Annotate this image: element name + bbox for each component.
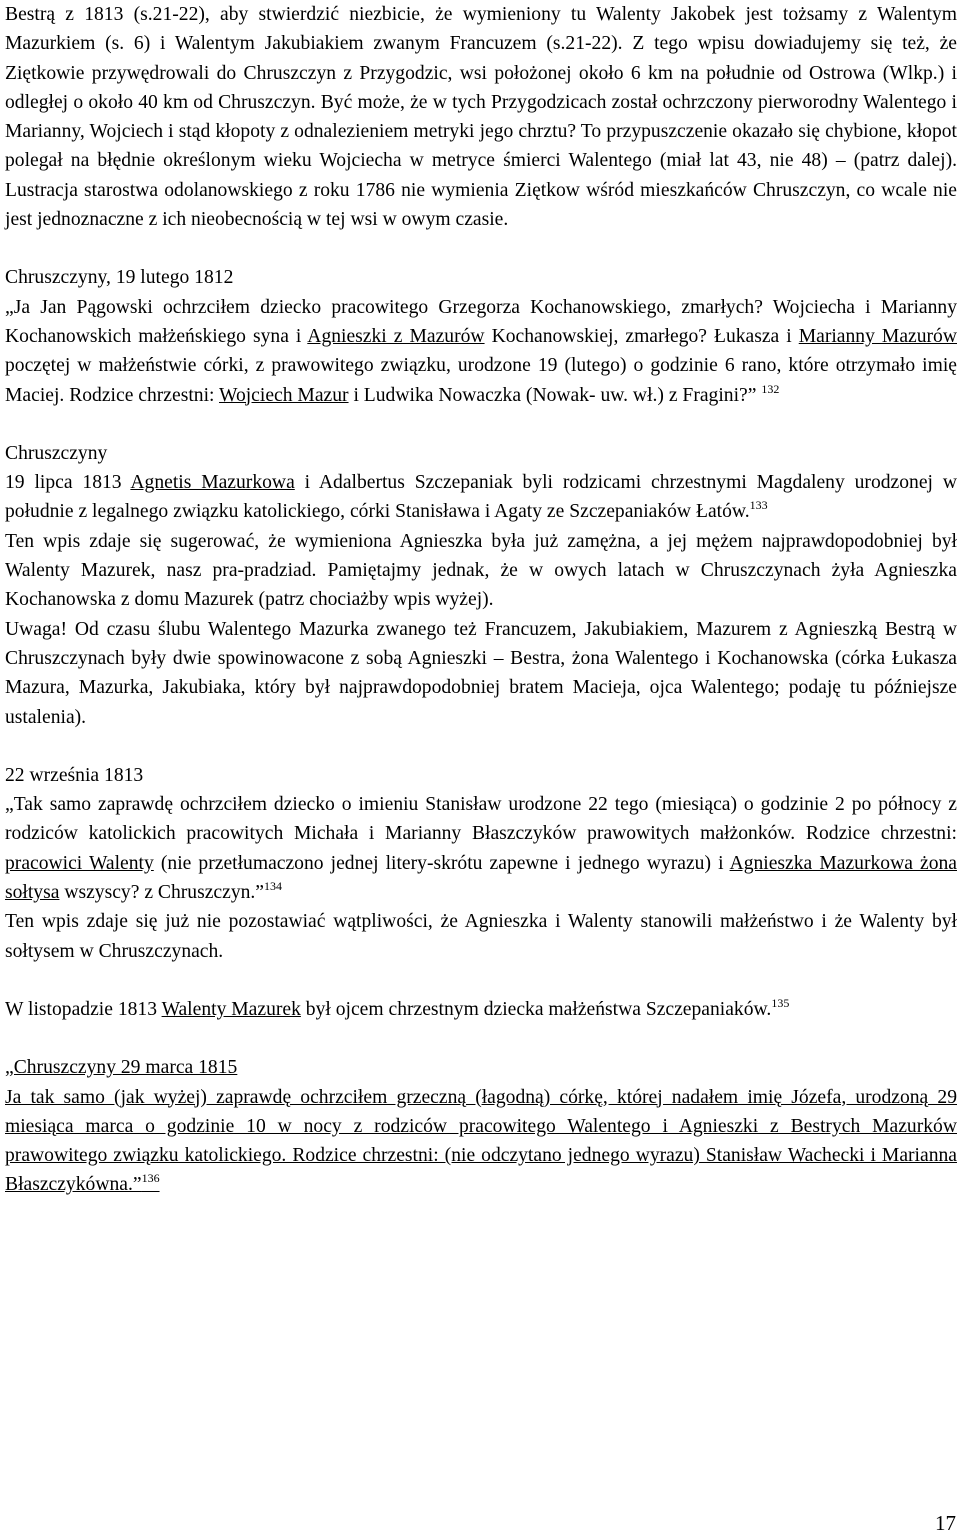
- entry-1812-text-part: Kochanowskiej, zmarłego? Łukasza i: [484, 325, 799, 347]
- entry-1812-text-part: i Ludwika Nowaczka (Nowak- uw. wł.) z Fragini?”: [348, 384, 757, 406]
- entry-1815-text-part: Ja tak samo (jak wyżej) zaprawdę ochrzciłem grzeczną (łagodną) córkę, której nadałem imię Józefa, urodzoną 29 miesiąca marca o godzinie 10 w nocy z rodziców pracowitego Walentego i Agnieszki z Bestrych Mazurków prawowitego związku katolickiego. Rodzice chrzestni: (nie odczytano jednego wyrazu) Stanisław Wachecki i Marianna Błaszczykówna.”: [5, 1086, 957, 1196]
- page-number: 17: [935, 1511, 956, 1535]
- underlined-name: Marianny Mazurów: [798, 325, 957, 347]
- entry-november-text-part: był ojcem chrzestnym dziecka małżeństwa Szczepaniaków.: [300, 998, 772, 1020]
- entry-1813b-heading: 22 września 1813: [5, 764, 144, 786]
- entry-1812-heading: Chruszczyny, 19 lutego 1812: [5, 267, 234, 289]
- entry-1813a-text: [5, 468, 957, 527]
- baptism-entry-1812: [5, 263, 957, 409]
- underlined-name: Agnetis Mazurkowa: [130, 472, 295, 494]
- intro-text: Bestrą z 1813 (s.21-22), aby stwierdzić niezbicie, że wymieniony tu Walenty Jakobek jest tożsamy z Walentym Mazurkiem (s. 6) i Walentym Jakubiakiem zwanym Francuzem (s.21-22). Z tego wpisu dowiadujemy się też, że Ziętkowie przywędrowali do Chruszczyn z Przygodzic, wsi położonej około 6 km na południe od Ostrowa (Wlkp.) i odległej o około 40 km od Chruszczyn. Być może, że w tych Przygodzicach został ochrzczony pierworodny Walentego i Marianny, Wojciech i stąd kłopoty z odnalezieniem metryki jego chrztu? To przypuszczenie okazało się chybione, kłopot polegał na błędnie określonym wieku Wojciecha w metryce śmierci Walentego (miał lat 43, nie 48) – (patrz dalej). Lustracja starostwa odolanowskiego z roku 1786 nie wymienia Ziętkow wśród mieszkańców Chruszczyn, co wcale nie jest jednoznaczne z ich nieobecnością w tej wsi w owym czasie.: [5, 4, 957, 231]
- footnote-ref: 136: [141, 1171, 160, 1186]
- footnote-ref: 134: [264, 879, 283, 894]
- baptism-entry-1813-september: [5, 761, 957, 966]
- intro-paragraph: [5, 0, 957, 234]
- entry-1813a-heading: Chruszczyny: [5, 442, 108, 464]
- entry-1813b-text-part: wszyscy? z Chruszczyn.”: [59, 882, 265, 904]
- entry-1812-text: [5, 293, 957, 410]
- entry-november-text-part: W listopadzie 1813: [5, 998, 162, 1020]
- entry-1813b-comment: Ten wpis zdaje się już nie pozostawiać wątpliwości, że Agnieszka i Walenty stanowili małżeństwo i że Walenty był sołtysem w Chruszczynach.: [5, 911, 957, 962]
- spacer: [5, 966, 957, 995]
- entry-1813a-comment: Ten wpis zdaje się sugerować, że wymieniona Agnieszka była już zamężna, a jej mężem najprawdopodobniej był Walenty Mazurek, nasz pra-pradziad. Pamiętajmy jednak, że w owych latach w Chruszczynach żyła Agnieszka Kochanowska z domu Mazurek (patrz chociażby wpis wyżej).: [5, 530, 957, 611]
- entry-1812-text-part: „Ja Jan Pągowski ochrzciłem dziecko pracowitego Grzegorza Kochanowskiego, zmarłych? Wojciecha i Marianny Kochanowskich małżeńskiego syna i: [5, 296, 957, 347]
- spacer: [5, 732, 957, 761]
- entry-1813b-text-part: (nie przetłumaczono jednej litery-skrótu zapewne i jednego wyrazu) i: [153, 852, 730, 874]
- spacer: [5, 410, 957, 439]
- footnote-ref: 132: [761, 381, 780, 396]
- spacer: [5, 234, 957, 263]
- entry-1813a-note: Uwaga! Od czasu ślubu Walentego Mazurka zwanego też Francuzem, Jakubiakiem, Mazurem z Agnieszką Bestrą w Chruszczynach były dwie spowinowacone z sobą Agnieszki – Bestra, żona Walentego i Kochanowska (córka Łukasza Mazura, Mazurka, Jakubiaka, który był najprawdopodobniej bratem Macieja, ojca Walentego; podaję tu późniejsze ustalenia).: [5, 618, 957, 728]
- footnote-ref: 135: [771, 995, 790, 1010]
- underlined-name: pracowici Walenty: [5, 852, 154, 874]
- entry-1815-heading: „Chruszczyny 29 marca 1815: [5, 1057, 238, 1079]
- entry-1813a-text-part: i Adalbertus Szczepaniak byli rodzicami chrzestnymi Magdaleny urodzonej w południe z legalnego związku katolickiego, córki Stanisława i Agaty ze Szczepaniaków Łatów.: [5, 472, 957, 523]
- entry-november-1813: [5, 995, 957, 1024]
- baptism-entry-1813-july: [5, 439, 957, 732]
- underlined-name: Wojciech Mazur: [219, 384, 349, 406]
- document-page: [5, 0, 957, 1200]
- entry-1813b-text: [5, 790, 957, 907]
- entry-1813a-text-part: 19 lipca 1813: [5, 472, 131, 494]
- footnote-ref: 133: [749, 498, 768, 513]
- baptism-entry-1815: [5, 1053, 957, 1199]
- underlined-name: Agnieszki z Mazurów: [307, 325, 485, 347]
- entry-1813b-text-part: „Tak samo zaprawdę ochrzciłem dziecko o imieniu Stanisław urodzone 22 tego (miesiąca) o godzinie 2 po północy z rodziców katolickich pracowitych Michała i Marianny Błaszczyków prawowitych małżonków. Rodzice chrzestni:: [5, 794, 957, 845]
- underlined-name: Walenty Mazurek: [161, 998, 301, 1020]
- underlined-name: Agnieszka Mazurkowa żona sołtysa: [5, 852, 957, 904]
- spacer: [5, 1024, 957, 1053]
- entry-1815-text: [5, 1083, 957, 1200]
- entry-1812-text-part: poczętej w małżeństwie córki, z prawowitego związku, urodzone 19 (lutego) o godzinie 6 rano, które otrzymało imię Maciej. Rodzice chrzestni:: [5, 355, 957, 406]
